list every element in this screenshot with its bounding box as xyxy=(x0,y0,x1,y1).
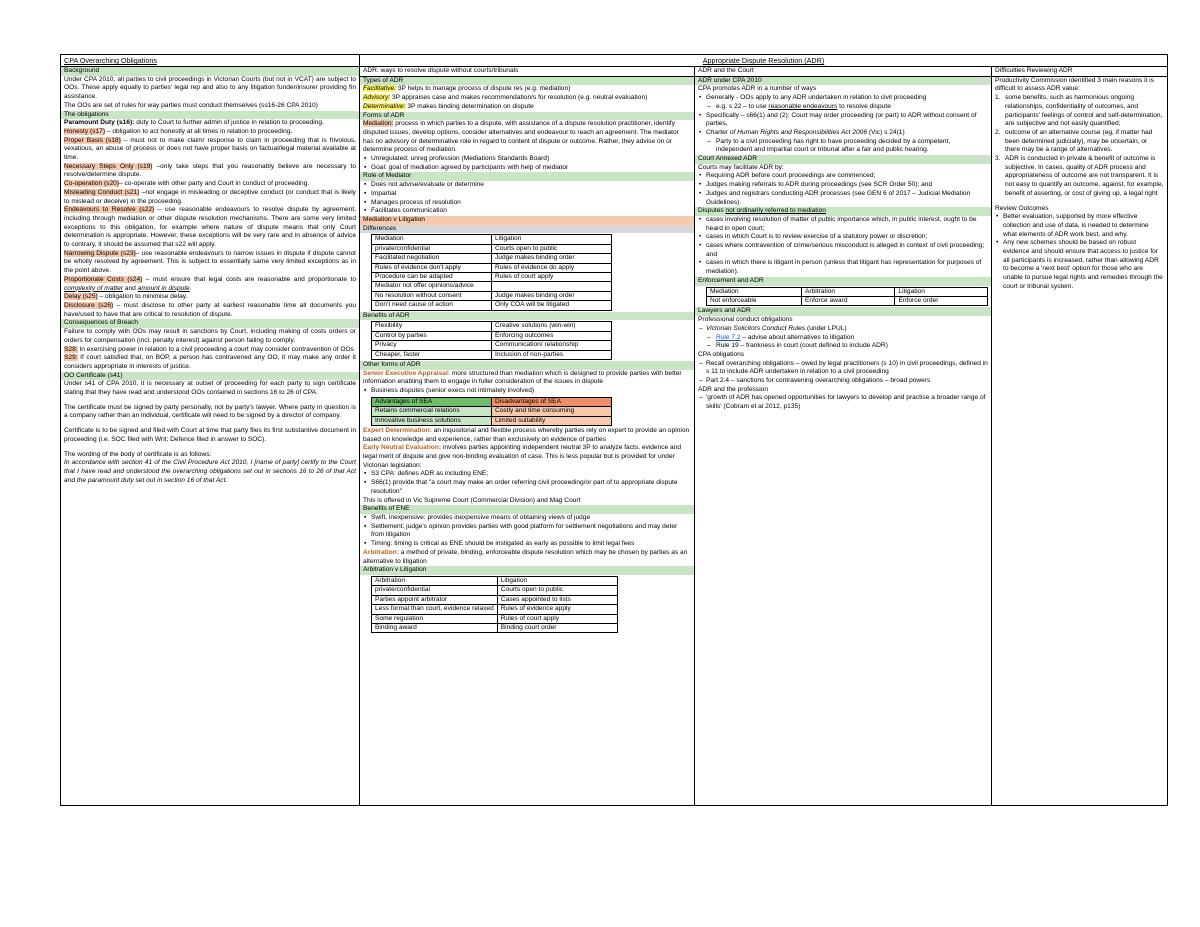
table-row xyxy=(372,331,612,340)
column-adr-court xyxy=(695,67,992,805)
section-mediation-v-litigation: Mediation v Litigation xyxy=(360,216,694,225)
text: – co-operate with other party and Court in conduct of proceeding. xyxy=(118,180,310,188)
paragraph: This is offered in Vic Supreme Court (Commercial Division) and Mag Court xyxy=(363,496,581,504)
table-cell: Rules of court apply xyxy=(497,614,617,623)
table-cell: Flexibility xyxy=(372,322,492,331)
table-cell: Don't need cause of action xyxy=(372,301,492,310)
label: Co-operation (s20) xyxy=(64,180,119,188)
table-row xyxy=(372,397,612,406)
type-determinative xyxy=(363,103,691,112)
list-item: ▪ Impartial xyxy=(363,190,691,199)
table-cell: Control by parties xyxy=(372,331,492,340)
paragraph: Under CPA 2010, all parties to civil proceedings in Victorian Courts (but not in VCAT) are subject to OOs. These apply equally to parties' legal rep and also to any litigation funder/insurer providing fin assistance. xyxy=(64,75,356,101)
section-enforcement: Enforcement and ADR xyxy=(695,277,991,286)
table-row xyxy=(372,341,612,350)
enforcement-table xyxy=(706,287,988,307)
obligation-s21 xyxy=(64,189,356,206)
list-item: • Generally - OOs apply to any ADR undertaken in relation to civil proceeding xyxy=(698,94,988,103)
obligation-s18 xyxy=(64,137,356,163)
list-item: ▪ Manages process of resolution xyxy=(363,199,691,208)
section-other-forms: Other forms of ADR xyxy=(360,361,694,370)
list-item: • Requiring ADR before court proceedings are commenced; xyxy=(698,172,988,181)
section-role: Role of Mediator xyxy=(360,172,694,181)
text: – advise about alternatives to litigation xyxy=(740,333,855,341)
label: S29: xyxy=(64,354,78,362)
table-row xyxy=(372,407,612,416)
text: – use reasonable endeavours to narrow issues in dispute if dispute cannot be wholly resolved by agreement. This is subject to essentially same very limited exceptions as in the point above. xyxy=(64,249,356,275)
text: (under LPUL) xyxy=(805,324,847,332)
table-cell: Rules of evidence do apply xyxy=(492,263,612,272)
text: – use reasonable endeavours to resolve dispute by agreement, including through mediation or other dispute resolution mechanisms. There are some very limited exceptions to this obligation, for example where nature of dispute means that only Court determination is appropriate. However, these exceptions will be very rare and in absence of advice to contrary, it should be assumed that s22 will apply. xyxy=(64,206,356,249)
label: Delay (s25) xyxy=(64,293,98,301)
table-row xyxy=(372,576,618,585)
label: Early Neutral Evaluation: xyxy=(363,444,442,452)
text: – obligation to act honestly at all times in relation to proceeding. xyxy=(105,127,293,135)
text-underlined: amount in dispute xyxy=(137,284,190,292)
table-cell: Arbitration xyxy=(802,287,895,296)
list-item: ▪ Does not advise/evaluate or determine xyxy=(363,181,691,190)
label: Paramount Duty (s16): xyxy=(64,119,135,127)
label: Advisory: xyxy=(363,94,391,102)
table-row xyxy=(372,322,612,331)
table-cell: Costly and time consuming xyxy=(492,407,612,416)
table-row xyxy=(372,614,618,623)
label: Narrowing Dispute (s23) xyxy=(64,249,136,257)
table-row xyxy=(372,244,612,253)
table-row xyxy=(372,291,612,300)
obligation-s16 xyxy=(64,119,356,128)
table-cell: Enforce order xyxy=(895,296,988,305)
obligation-s24 xyxy=(64,276,356,293)
table-cell: Binding court order xyxy=(497,623,617,632)
table-cell: Inclusion of non-parties xyxy=(492,350,612,359)
paragraph: The OOs are set of rules for way parties must conduct themselves (ss16-26 CPA 2010) xyxy=(64,101,318,109)
table-cell: Not enforceable xyxy=(707,296,802,305)
table-row xyxy=(372,263,612,272)
table-row xyxy=(372,605,618,614)
type-facilitative xyxy=(363,85,691,94)
list-item: ▪ Unregulated: unreg profession (Mediations Standards Board) xyxy=(363,155,691,164)
table-cell: Communication/ relationship xyxy=(492,341,612,350)
obligation-s19 xyxy=(64,163,356,180)
label: Proportionate Costs (s24) xyxy=(64,275,143,283)
paragraph: Professional conduct obligations xyxy=(698,316,793,324)
text: –only take steps that you reasonably believe are necessary to resolve/determine dispute. xyxy=(64,162,356,179)
rule-s28 xyxy=(64,346,356,355)
list-item: – 'growth of ADR has opened opportunities for lawyers to develop and practise a broader range of skills' (Cobram et al 2012, p135) xyxy=(698,394,988,411)
label: Facilitative: xyxy=(363,85,396,93)
table-cell: Disadvantages of SEA xyxy=(492,397,612,406)
ene-def xyxy=(363,444,691,470)
table-cell: Mediation xyxy=(707,287,802,296)
table-cell: Innovative business solutions xyxy=(372,416,492,425)
type-advisory xyxy=(363,94,691,103)
text: and xyxy=(123,284,138,292)
list-item: • Judges making referrals to ADR during proceedings (see SCR Order 50); and xyxy=(698,181,988,190)
obligation-s26 xyxy=(64,302,356,319)
sea-def xyxy=(363,370,691,387)
reviewing-title: Difficulties Reviewing ADR xyxy=(992,67,1167,77)
table-cell: Procedure can be adapted xyxy=(372,272,492,281)
label: Determinative: xyxy=(363,102,406,110)
adr-header: Appropriate Dispute Resolution (ADR) xyxy=(702,56,825,65)
table-cell: Retains commercial relations xyxy=(372,407,492,416)
obligation-s23 xyxy=(64,250,356,276)
label: Necessary Steps Only (s19) xyxy=(64,162,153,170)
table-cell: Rules of evidence don't apply xyxy=(372,263,492,272)
section-forms: Forms of ADR xyxy=(360,112,694,121)
table-cell: Rules of evidence apply xyxy=(497,605,617,614)
label: Proper Basis (s18) xyxy=(64,136,121,144)
list-item: ▪ S66(1) provide that "a court may make an order referring civil proceeding/or part of to appropriate dispute resolution" xyxy=(363,479,691,496)
list-item: • Judges and registrars conducting ADR processes (see GEN 6 of 2017 – Judicial Mediation Guidelines). xyxy=(698,190,988,207)
table-cell: No resolution without consent xyxy=(372,291,492,300)
list-item xyxy=(698,325,988,334)
section-types: Types of ADR xyxy=(360,77,694,86)
table-cell: Binding award xyxy=(372,623,498,632)
paragraph: Under s41 of CPA 2010, it is necessary at outset of proceeding for each party to sign certificate stating that they have read and understood OOs contained in sections 16 to 26 of CPA. xyxy=(64,380,356,397)
text: – must ensure that legal costs are reasonable and proportionate to xyxy=(142,275,356,283)
adr-title: ADR: ways to resolve dispute without courts/tribunals xyxy=(360,67,694,77)
text: an inquisitorial and flexible process whereby parties rely on expert to provide an opinion based on knowledge and experience, rather than exclusively on evidence of parties xyxy=(363,426,690,443)
table-cell: Courts open to public xyxy=(497,586,617,595)
list-item: • cases in which there is litigant in person (unless that litigant has representation for purposes of mediation). xyxy=(698,259,988,276)
list-item: • Any new schemes should be based on robust evidence and should ensure that access to justice for all participants is increased, rather than allowing ADR to become a 'next best' option for those who are unable to pursue legal rights and remedies through the court or tribunal system. xyxy=(995,239,1164,291)
list-item: • Better evaluation, supported by more effective collection and use of data, is needed to determine what elements of ADR work best, and why. xyxy=(995,213,1164,239)
column-reviewing-adr xyxy=(992,67,1167,805)
paragraph: The certificate must be signed by party personally, not by party's lawyer. Where party in question is a company rather than an individual, certificate will need to be signed by a director of company. xyxy=(64,403,356,420)
table-row xyxy=(372,586,618,595)
list-item: • Specifically – s66(1) and (2): Court may order proceeding (or part) to ADR without consent of parties, xyxy=(698,112,988,129)
list-item: • cases involving resolution of matter of public importance which, in public interest, ought to be heard in open court; xyxy=(698,216,988,233)
summary-sheet xyxy=(60,54,1168,806)
court-title: ADR and the Court xyxy=(695,67,991,77)
list-item: ▪ S3 CPA: defines ADR as including ENE; xyxy=(363,470,691,479)
text: 3P helps to manage process of dispute res (e.g. mediation) xyxy=(395,85,571,93)
text: 3P makes binding determination on dispute xyxy=(405,102,534,110)
sub-item xyxy=(698,103,988,112)
obligation-s17 xyxy=(64,128,356,137)
arbitration-def xyxy=(363,549,691,566)
list-item: – Part 2.4 – sanctions for contravening overarching obligations – broad powers xyxy=(698,377,988,386)
obligation-s22 xyxy=(64,206,356,250)
text: – obligation to minimise delay. xyxy=(97,293,188,301)
table-cell: Rules of court apply xyxy=(492,272,612,281)
paragraph: ADR and the profession xyxy=(698,385,769,393)
table-row xyxy=(372,282,612,291)
table-cell: Arbitration xyxy=(372,576,498,585)
list-item: ▪ Facilitates communication xyxy=(363,207,691,216)
table-row xyxy=(372,301,612,310)
table-row xyxy=(372,235,612,244)
section-obligations: The obligations xyxy=(61,111,359,120)
section-adr-under-cpa: ADR under CPA 2010 xyxy=(695,77,991,86)
text: involves parties appointing independent neutral 3P to analyze facts, evidence and legal merit of dispute and give non-binding evaluation of case. This is less popular but is provided for under Victorian legislation: xyxy=(363,444,682,469)
list-item: ▪ Settlement: judge's opinion provides parties with good platform for settlement negotiations and may deter from litigation xyxy=(363,523,691,540)
table-cell: Judge makes binding order xyxy=(492,291,612,300)
text: to resolve dispute xyxy=(837,102,891,110)
label: Expert Determination: xyxy=(363,426,432,434)
text: more structured than mediation which is designed to provide parties with better information enabling them to engage in fuller consideration of the issues in dispute xyxy=(363,369,682,386)
table-row xyxy=(372,254,612,263)
table-row xyxy=(707,287,988,296)
paragraph: Courts may facilitate ADR by: xyxy=(698,163,784,171)
table-cell: Enforce award xyxy=(802,296,895,305)
section-differences: Differences xyxy=(360,225,694,234)
text: process in which parties to a dispute, with assistance of a dispute resolution practitioner, identify disputed issues, develop options, consider alternatives and endeavour to reach an agreement. The mediator has no advisory or determinative role in regard to content of dispute or outcome. Rather, they advise on or determine process of mediation. xyxy=(363,120,679,154)
table-cell: Only COA will be litigated xyxy=(492,301,612,310)
paragraph: Productivity Commission identified 3 main reasons it is difficult to assess ADR value: xyxy=(995,76,1155,93)
section-lawyers: Lawyers and ADR xyxy=(695,307,991,316)
sub-item xyxy=(698,334,988,343)
table-cell: Litigation xyxy=(492,235,612,244)
table-cell: Judge makes binding order xyxy=(492,254,612,263)
table-cell xyxy=(492,282,612,291)
table-cell: Litigation xyxy=(895,287,988,296)
table-row xyxy=(707,296,988,305)
mediation-def xyxy=(363,120,691,155)
table-cell: Less formal than court, evidence relaxed xyxy=(372,605,498,614)
table-cell: Advantages of SEA xyxy=(372,397,492,406)
sheet-header xyxy=(61,55,1167,67)
table-cell: private/confidential xyxy=(372,586,498,595)
table-cell: Litigation xyxy=(497,576,617,585)
sea-table xyxy=(371,397,612,426)
table-cell: Cheaper, faster xyxy=(372,350,492,359)
section-arbitration-v-litigation: Arbitration v Litigation xyxy=(360,566,694,575)
section-benefits-ene: Benefits of ENE xyxy=(360,505,694,514)
table-cell: Mediation xyxy=(372,235,492,244)
text: duty to Court to further admin of justice in relation to proceeding. xyxy=(134,119,324,127)
text: – must disclose to other party at earliest reasonable time all documents you have/used to have that are critical to resolution of dispute. xyxy=(64,301,356,318)
paragraph: CPA obligations xyxy=(698,350,745,358)
obligation-s20 xyxy=(64,180,356,189)
benefits-table xyxy=(371,321,612,360)
table-row xyxy=(372,272,612,281)
label: Arbitration: xyxy=(363,548,399,556)
label: Senior Executive Appraisal: xyxy=(363,369,450,377)
list-item: ▪ Timing: timing is critical as ENE should be instigated as early as possible to limit legal fees xyxy=(363,540,691,549)
table-cell: Parties appoint arbitrator xyxy=(372,595,498,604)
list-item: ▪ Business disputes (senior execs not intimately involved) xyxy=(363,387,691,396)
label: Disclosure (s26) xyxy=(64,301,114,309)
column-adr-forms xyxy=(360,67,695,805)
text: – must not to make claim/ response to claim in proceeding that is frivolous, vexatious, an abuse of process or does not have proper basis on factual/legal material available at time. xyxy=(64,136,356,162)
text-underlined: not ordinarily referred to mediation xyxy=(725,207,826,215)
text: If court satisfied that, on BOP, a person has contravened any OO, it may make any order it considers appropriate in interests of justice. xyxy=(64,354,356,370)
text: e.g. s 22 – to use xyxy=(716,102,769,110)
text: In exercising power in relation to a civil proceeding a court may consider contravention of OOs xyxy=(77,345,354,353)
table-row xyxy=(372,623,618,632)
section-certificate: OO Certificate (s41) xyxy=(61,372,359,381)
table-cell: Cases appointed to lists xyxy=(497,595,617,604)
table-cell: Facilitated negotiation xyxy=(372,254,492,263)
section-review-outcomes: Review Outcomes xyxy=(995,204,1049,212)
section-benefits: Benefits of ADR xyxy=(360,312,694,321)
table-cell: Courts open to public xyxy=(492,244,612,253)
numbered-item: 2. outcome of an alternative course (eg, if matter had been determined judicially), may be uncertain, or there may be a range of alternatives. xyxy=(995,129,1164,155)
list-item: ▪ Goal: goal of mediation agreed by participants with help of mediator xyxy=(363,164,691,173)
section-consequences: Consequences of Breach xyxy=(61,319,359,328)
table-cell: Privacy xyxy=(372,341,492,350)
expert-determination xyxy=(363,427,691,444)
section-background: Background xyxy=(61,67,359,76)
sub-item: – Party to a civil proceeding has right to have proceeding decided by a competent, independent and impartial court or tribunal after a fair and public hearing. xyxy=(698,138,988,155)
differences-table xyxy=(371,234,612,310)
table-row xyxy=(372,595,618,604)
text: . xyxy=(189,284,192,292)
section-disputes xyxy=(695,207,991,216)
numbered-item: 1. some benefits, such as harmonious ongoing relationships, confidentiality of outcomes, and participants' feelings of control and self-determination, are subjective and not easily quantified; xyxy=(995,94,1164,129)
table-cell: Some regulation xyxy=(372,614,498,623)
list-item: • cases in which Court is to review exercise of a statutory power or discretion; xyxy=(698,233,988,242)
table-cell: Mediator not offer opinions/advice xyxy=(372,282,492,291)
paragraph: Certificate is to be signed and filed with Court at time that party files its first substantive document in proceeding (i.e. SOC filed with Writ; Defence filed in answer to SOC). xyxy=(64,427,356,443)
table-cell: Creative solutions (win-win) xyxy=(492,322,612,331)
sub-item: – Rule 19 – frankness in court (court defined to include ADR) xyxy=(698,342,988,351)
text: a method of private, binding, enforceable dispute resolution which may be chosen by parties as an alternative to litigation xyxy=(363,548,688,565)
label: Honesty (s17) xyxy=(64,127,106,135)
table-row xyxy=(372,416,612,425)
list-item: • cases where contravention of crime/serious misconduct is alleged in context of civil proceeding; and xyxy=(698,242,988,259)
paragraph: Failure to comply with OOs may result in sanctions by Court, including making of costs orders or orders for compensation (incl. penalty interest) against person failing to comply. xyxy=(64,328,356,344)
table-cell: Enforcing outcomes xyxy=(492,331,612,340)
arbitration-table xyxy=(371,576,618,633)
list-item: ▪ Swift, inexpensive: provides inexpensive means of obtaining views of judge xyxy=(363,514,691,523)
text-underlined: complexity of matter xyxy=(64,284,123,292)
text: 3P appraises case and makes recommendation/s for resolution (e.g. neutral evaluation) xyxy=(390,94,648,102)
certificate-wording: In accordance with section 41 of the Civil Procedure Act 2010, I [name of party] certify to the Court that I have read and understood the overarching obligations set out in sections 16 to 26 of that Act and the paramount duty set out in section 16 of that Act. xyxy=(64,459,356,484)
cpa-header: CPA Overarching Obligations xyxy=(61,55,360,66)
paragraph: The wording of the body of certificate is as follows: xyxy=(64,450,212,458)
obligation-s25 xyxy=(64,293,356,302)
list-item: – Recall overarching obligations – owed by legal practitioners (s 10) in civil proceedings, defined in s 11 to include ADR undertaken in relation to a civil proceeding xyxy=(698,360,988,377)
rule-link[interactable]: Rule 7.2 xyxy=(716,333,741,341)
table-cell: Limited suitability xyxy=(492,416,612,425)
list-item xyxy=(698,129,988,138)
text: Disputes xyxy=(698,207,726,215)
table-row xyxy=(372,350,612,359)
text-underlined: reasonable endeavours xyxy=(768,102,838,110)
rule-s29 xyxy=(64,354,356,371)
label: S28: xyxy=(64,345,78,353)
text: (Vic) s 24(1) xyxy=(867,128,905,136)
text: –not engage in misleading or deceptive conduct (or conduct that is likely to mislead or deceive) in the proceeding. xyxy=(64,188,356,205)
column-cpa-obligations xyxy=(61,67,360,805)
numbered-item: 3. ADR is conducted in private & benefit of outcome is subjective. In cases, quality of ADR process and appropriateness of outcome are not transparent. It is not easy to quantify an outcome, against, for example, benefit of asserting, or cost of giving up, a legal right xyxy=(995,155,1164,199)
text-italic: Victorian Solicitors Conduct Rules xyxy=(706,324,806,332)
paragraph: CPA promotes ADR in a number of ways xyxy=(698,85,817,93)
label: Misleading Conduct (s21) xyxy=(64,188,140,196)
section-court-annexed: Court Annexed ADR xyxy=(695,155,991,164)
label: Endeavours to Resolve (s22) xyxy=(64,206,155,214)
label: Mediation: xyxy=(363,120,394,128)
table-cell: private/confidential xyxy=(372,244,492,253)
text-italic: Charter of Human Rights and Responsibilities Act 2006 xyxy=(706,128,868,136)
